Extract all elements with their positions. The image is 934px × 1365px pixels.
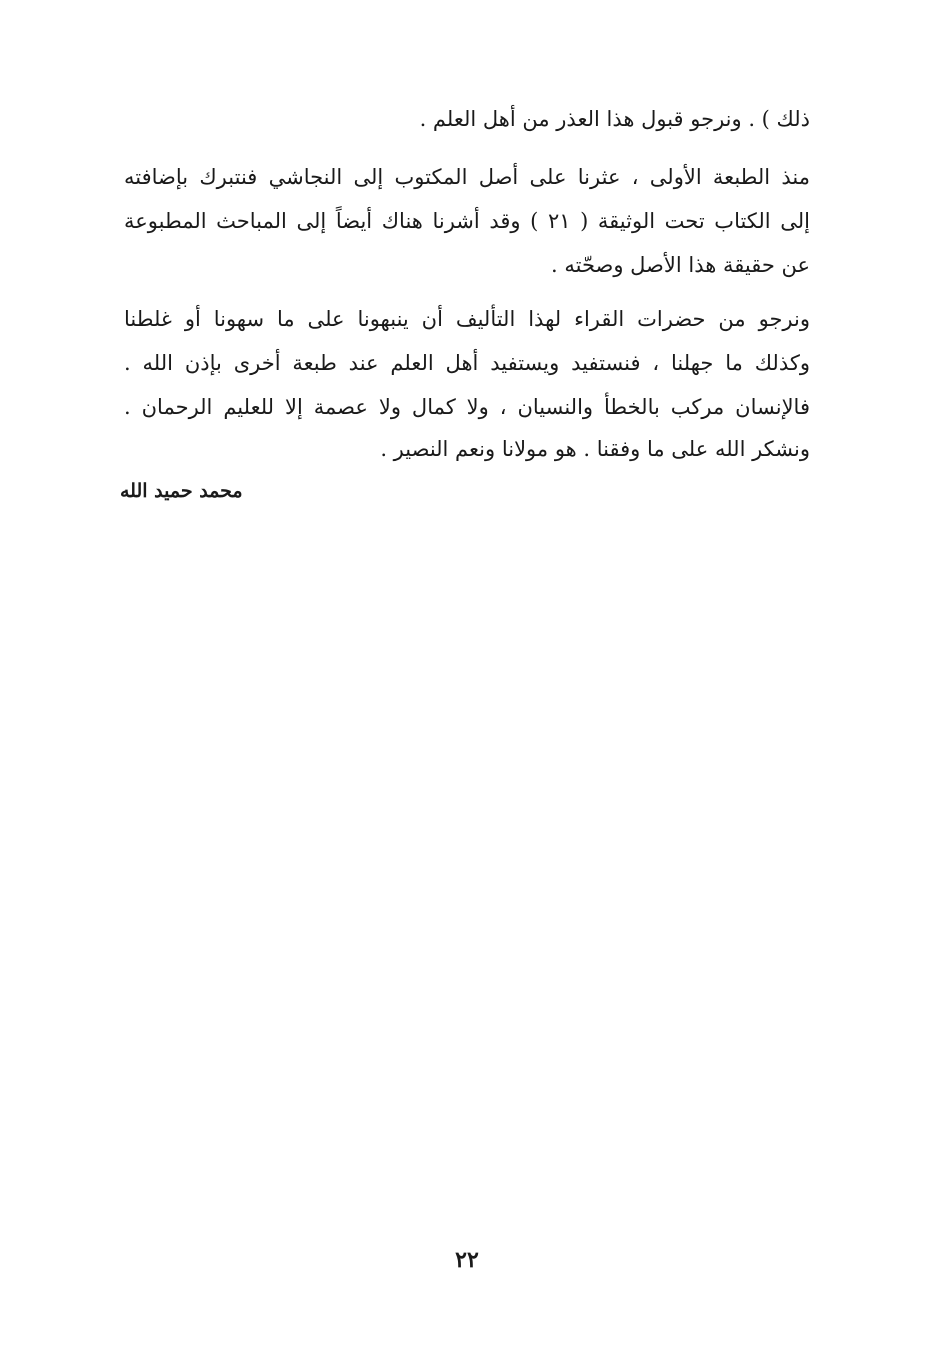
paragraph-1-line-1: ذلك ) . ونرجو قبول هذا العذر من أهل العلم . xyxy=(419,107,810,131)
paragraph-2-line-1: منذ الطبعة الأولى ، عثرنا على أصل المكتوب إلى النجاشي فنتبرك بإضافته xyxy=(124,165,810,189)
author-signature: محمد حميد الله xyxy=(120,480,243,502)
paragraph-2-line-2: إلى الكتاب تحت الوثيقة ( ٢١ ) وقد أشرنا هناك أيضاً إلى المباحث المطبوعة xyxy=(124,209,810,233)
paragraph-3-line-2: وكذلك ما جهلنا ، فنستفيد ويستفيد أهل العلم عند طبعة أخرى بإذن الله . xyxy=(124,351,810,375)
paragraph-3-line-3: فالإنسان مركب بالخطأ والنسيان ، ولا كمال ولا عصمة إلا للعليم الرحمان . xyxy=(124,395,810,419)
paragraph-3-line-1: ونرجو من حضرات القراء لهذا التأليف أن ينبهونا على ما سهونا أو غلطنا xyxy=(124,307,810,331)
paragraph-3-line-4: ونشكر الله على ما وفقنا . هو مولانا ونعم النصير . xyxy=(380,437,810,461)
page-number: ٢٢ xyxy=(455,1247,479,1273)
paragraph-2-line-3: عن حقيقة هذا الأصل وصحّته . xyxy=(551,253,810,277)
